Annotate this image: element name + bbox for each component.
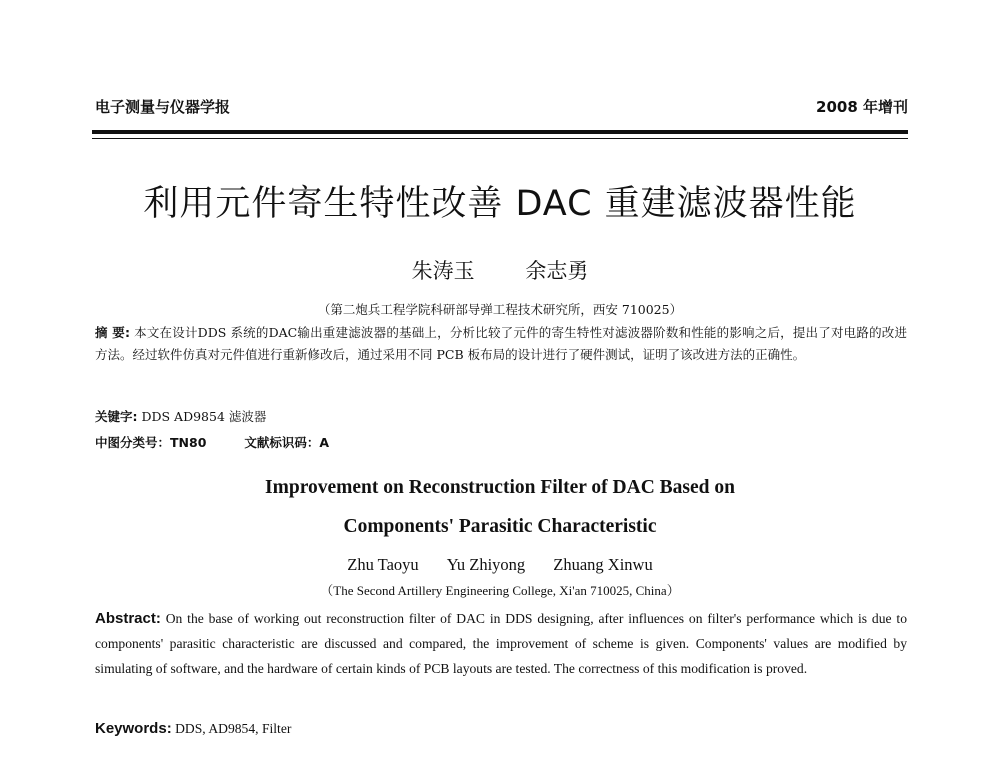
keywords-en-label: Keywords: xyxy=(95,720,172,737)
author-en: Zhu Taoyu xyxy=(347,555,419,574)
keywords-cn xyxy=(95,406,907,428)
affiliation-en: （The Second Artillery Engineering College, Xi'an 710025, China） xyxy=(320,583,680,598)
clc-value: TN80 xyxy=(170,435,207,450)
header-rule-thick xyxy=(92,130,908,134)
abstract-en xyxy=(95,606,907,681)
classification-line xyxy=(95,432,907,454)
author-cn: 朱涛玉 xyxy=(411,259,475,283)
paper-title-en-line1: Improvement on Reconstruction Filter of DAC Based on xyxy=(265,477,735,498)
paper-title-cn: 利用元件寄生特性改善 DAC 重建滤波器性能 xyxy=(143,184,857,224)
header-rule-thin xyxy=(92,138,908,139)
author-en: Yu Zhiyong xyxy=(446,555,526,574)
doc-code-label: 文献标识码： xyxy=(244,435,320,450)
keywords-cn-label: 关键字: xyxy=(95,409,138,424)
authors-en xyxy=(0,555,1000,575)
doc-code-value: A xyxy=(319,435,330,450)
abstract-en-text: On the base of working out reconstruction filter of DAC in DDS designing, after influences on filter's performance which is due to components' parasitic characteristic are discussed and compared, the improvement of scheme is given. Components' values are modified by simulating of software, and the hardware of certain kinds of PCB layouts are tested. The correctness of this modification is proved. xyxy=(95,611,907,676)
abstract-cn xyxy=(95,322,907,366)
author-cn: 余志勇 xyxy=(525,259,589,283)
issue-label: 2008 年增刊 xyxy=(816,98,908,116)
keywords-en-text: DDS, AD9854, Filter xyxy=(171,721,292,736)
journal-name: 电子测量与仪器学报 xyxy=(95,98,231,116)
paper-title-en-line2: Components' Parasitic Characteristic xyxy=(343,516,657,537)
keywords-cn-text: DDS AD9854 滤波器 xyxy=(137,409,267,424)
clc-label: 中图分类号： xyxy=(95,435,171,450)
abstract-cn-label: 摘 要: xyxy=(95,325,130,340)
affiliation-cn: （第二炮兵工程学院科研部导弹工程技术研究所，西安 710025） xyxy=(317,302,683,317)
abstract-en-label: Abstract: xyxy=(95,610,161,627)
authors-cn xyxy=(0,255,1000,285)
author-en: Zhuang Xinwu xyxy=(553,555,653,574)
abstract-cn-text: 本文在设计DDS 系统的DAC输出重建滤波器的基础上，分析比较了元件的寄生特性对滤波器阶数和性能的影响之后，提出了对电路的改进方法。经过软件仿真对元件值进行重新修改后，通过采用不同 PCB 板布局的设计进行了硬件测试，证明了该改进方法的正确性。 xyxy=(95,325,907,362)
keywords-en xyxy=(95,720,291,737)
